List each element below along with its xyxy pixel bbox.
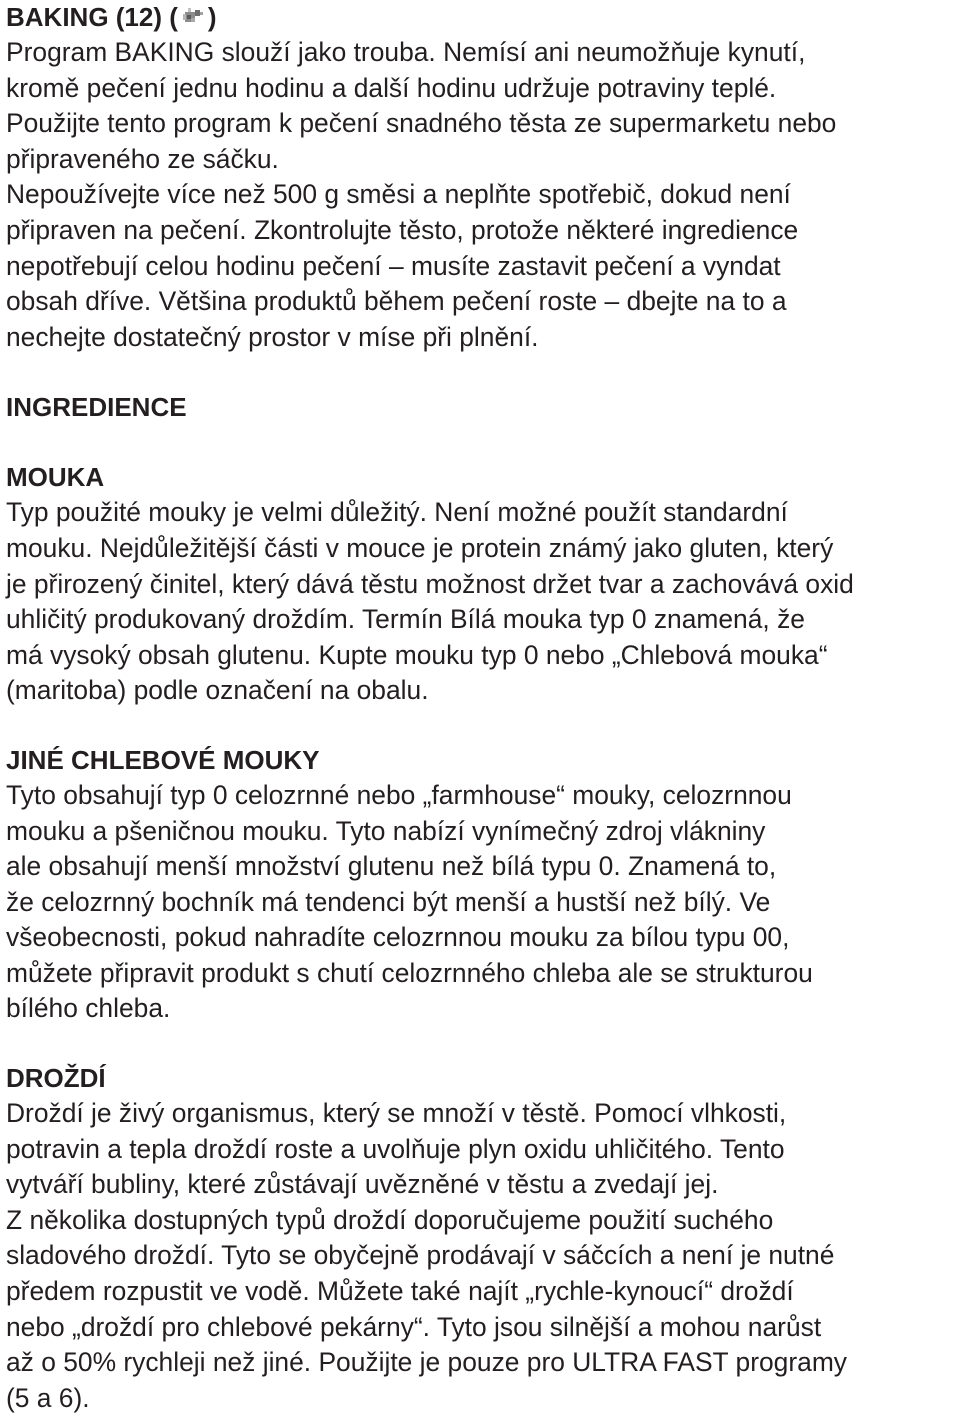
text-line: Nepoužívejte více než 500 g směsi a neplňte spotřebič, dokud není xyxy=(6,179,791,210)
heading-ingredience: INGREDIENCE xyxy=(6,392,187,423)
text-line: nepotřebují celou hodinu pečení – musíte zastavit pečení a vyndat xyxy=(6,250,781,281)
text-line: nebo „droždí pro chlebové pekárny“. Tyto jsou silnější a mohou narůst xyxy=(6,1311,822,1342)
text-line: (5 a 6). xyxy=(6,1382,90,1413)
text-line: sladového droždí. Tyto se obyčejně prodávají v sáčcích a není je nutné xyxy=(6,1240,835,1271)
text-line: (maritoba) podle označení na obalu. xyxy=(6,675,429,706)
text-line: připraveného ze sáčku. xyxy=(6,143,279,174)
text-line: potravin a tepla droždí roste a uvolňuje plyn oxidu uhličitého. Tento xyxy=(6,1133,785,1164)
paragraph-jine-mouky xyxy=(6,778,960,1027)
paragraph-mouka xyxy=(6,495,960,709)
text-line: že celozrnný bochník má tendenci být menší a hustší než bílý. Ve xyxy=(6,886,771,917)
text-line: Droždí je živý organismus, který se množí v těstě. Pomocí vlhkosti, xyxy=(6,1098,787,1129)
heading-baking-suffix: ) xyxy=(207,2,217,32)
text-line: Program BAKING slouží jako trouba. Nemísí ani neumožňuje kynutí, xyxy=(6,37,806,67)
heading-baking-prefix: BAKING (12) ( xyxy=(6,2,178,32)
text-line: všeobecnosti, pokud nahradíte celozrnnou mouku za bílou typu 00, xyxy=(6,922,790,953)
heading-baking xyxy=(6,0,960,35)
document-page xyxy=(6,0,960,1416)
text-line: Typ použité mouky je velmi důležitý. Není možné použít standardní xyxy=(6,497,788,528)
text-line: připraven na pečení. Zkontrolujte těsto, protože některé ingredience xyxy=(6,214,799,245)
section-jine-mouky xyxy=(6,743,960,1027)
text-line: předem rozpustit ve vodě. Můžete také najít „rychle-kynoucí“ droždí xyxy=(6,1276,794,1307)
text-line: uhličitý produkovaný droždím. Termín Bílá mouka typ 0 znamená, že xyxy=(6,604,805,635)
section-drozdi xyxy=(6,1061,960,1416)
text-line: mouku a pšeničnou mouku. Tyto nabízí vynímečný zdroj vlákniny xyxy=(6,815,766,846)
text-line: bílého chleba. xyxy=(6,993,171,1024)
text-line: má vysoký obsah glutenu. Kupte mouku typ 0 nebo „Chlebová mouka“ xyxy=(6,639,828,670)
text-line: Tyto obsahují typ 0 celozrnné nebo „farmhouse“ mouky, celozrnnou xyxy=(6,779,792,810)
text-line: mouku. Nejdůležitější části v mouce je protein známý jako gluten, který xyxy=(6,532,834,563)
text-line: Použijte tento program k pečení snadného těsta ze supermarketu nebo xyxy=(6,108,837,139)
text-line: Z několika dostupných typů droždí doporučujeme použití suchého xyxy=(6,1204,774,1235)
text-line: vytváří bubliny, které zůstávají uvězněné v těstu a zvedají jej. xyxy=(6,1169,719,1200)
text-line: obsah dříve. Většina produktů během pečení roste – dbejte na to a xyxy=(6,286,787,317)
text-line: můžete připravit produkt s chutí celozrnného chleba ale se strukturou xyxy=(6,957,813,988)
paragraph-baking xyxy=(6,35,960,355)
text-line: nechejte dostatečný prostor v míse při plnění. xyxy=(6,321,539,352)
text-line: je přirozený činitel, který dává těstu možnost držet tvar a zachovává oxid xyxy=(6,568,854,599)
heading-mouka: MOUKA xyxy=(6,462,105,493)
text-line: až o 50% rychleji než jiné. Použijte je pouze pro ULTRA FAST programy xyxy=(6,1347,847,1378)
bread-baking-icon xyxy=(180,6,206,28)
paragraph-drozdi xyxy=(6,1096,960,1416)
text-line: ale obsahují menší množství glutenu než bílá typu 0. Znamená to, xyxy=(6,851,777,882)
heading-drozdi: DROŽDÍ xyxy=(6,1063,106,1094)
section-baking xyxy=(6,0,960,355)
heading-jine-mouky: JINÉ CHLEBOVÉ MOUKY xyxy=(6,744,320,775)
text-line: kromě pečení jednu hodinu a další hodinu udržuje potraviny teplé. xyxy=(6,72,777,103)
section-mouka xyxy=(6,460,960,709)
